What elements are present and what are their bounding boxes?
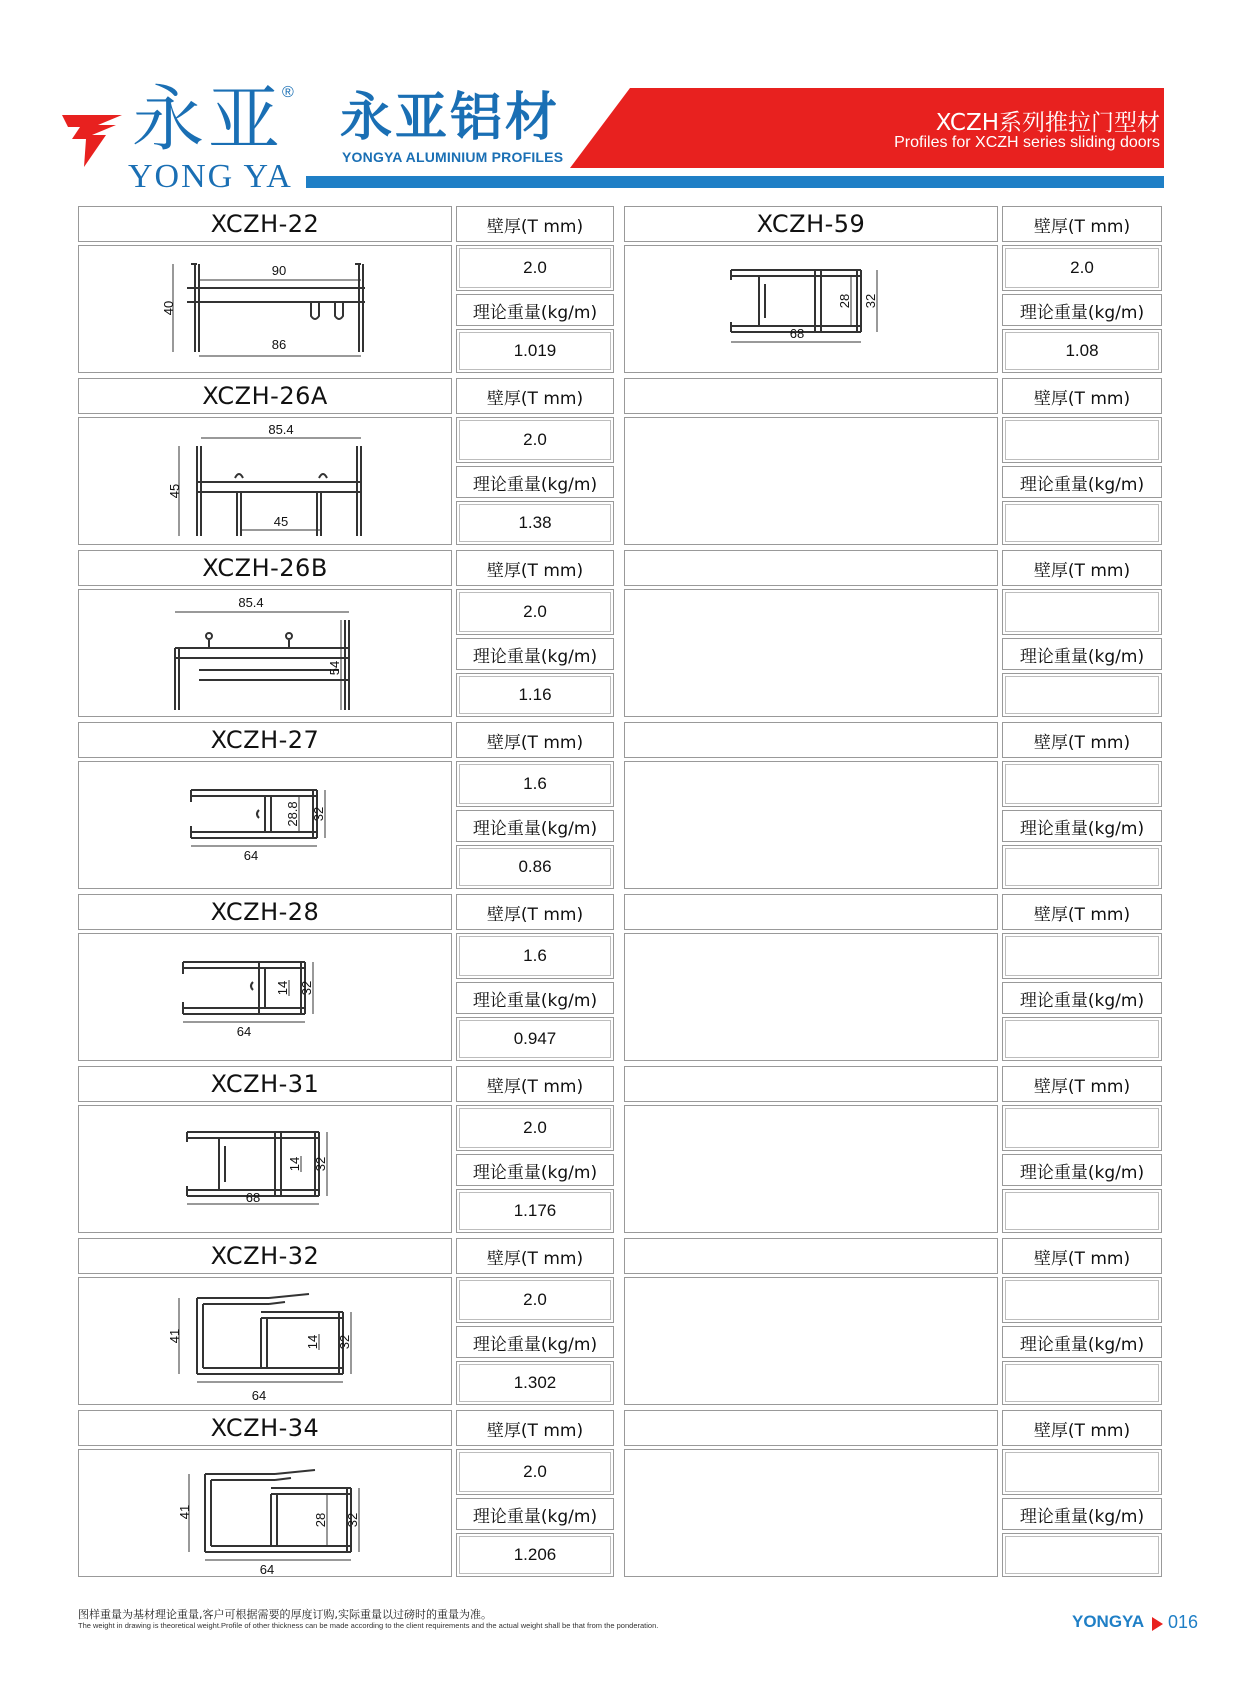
profile-22-drawing xyxy=(79,246,453,374)
profile-drawing xyxy=(78,245,452,373)
weight-label: 理论重量(kg/m) xyxy=(1002,1498,1162,1530)
weight-label: 理论重量(kg/m) xyxy=(456,1326,614,1358)
profile-drawing xyxy=(624,245,998,373)
weight-value xyxy=(1002,845,1162,889)
weight-value: 1.38 xyxy=(456,501,614,545)
dim-label: 28.8 xyxy=(285,801,300,827)
play-arrow-icon xyxy=(1152,1617,1163,1631)
thickness-label: 壁厚(T mm) xyxy=(1002,206,1162,242)
thickness-value xyxy=(1002,589,1162,635)
weight-label: 理论重量(kg/m) xyxy=(456,982,614,1014)
footer-note-en: The weight in drawing is theoretical weight.Profile of other thickness can be made according to the client requirements and the actual weight shall be that from the ponderation. xyxy=(78,1621,659,1630)
weight-label: 理论重量(kg/m) xyxy=(456,638,614,670)
weight-value xyxy=(1002,1017,1162,1061)
thickness-label: 壁厚(T mm) xyxy=(456,1238,614,1274)
thickness-label: 壁厚(T mm) xyxy=(1002,1238,1162,1274)
thickness-value xyxy=(1002,1277,1162,1323)
page-number: 016 xyxy=(1168,1612,1199,1632)
logo-emblem-icon xyxy=(62,115,130,167)
profile-name xyxy=(624,1066,998,1102)
thickness-label: 壁厚(T mm) xyxy=(456,550,614,586)
weight-label: 理论重量(kg/m) xyxy=(456,1498,614,1530)
header-divider xyxy=(306,176,1164,188)
brand-title-en: YONGYA ALUMINIUM PROFILES xyxy=(342,149,564,165)
weight-label: 理论重量(kg/m) xyxy=(1002,466,1162,498)
thickness-value: 2.0 xyxy=(1002,245,1162,291)
thickness-value: 1.6 xyxy=(456,761,614,807)
series-title-en: Profiles for XCZH series sliding doors xyxy=(894,134,1160,151)
thickness-value xyxy=(1002,417,1162,463)
thickness-value: 2.0 xyxy=(456,245,614,291)
dim-label: 28 xyxy=(313,1512,328,1528)
weight-label: 理论重量(kg/m) xyxy=(456,1154,614,1186)
thickness-value: 2.0 xyxy=(456,417,614,463)
weight-value: 1.019 xyxy=(456,329,614,373)
dim-label: 64 xyxy=(251,1388,267,1403)
weight-label: 理论重量(kg/m) xyxy=(1002,638,1162,670)
thickness-value: 2.0 xyxy=(456,589,614,635)
dim-label: 32 xyxy=(299,980,314,996)
weight-label: 理论重量(kg/m) xyxy=(1002,810,1162,842)
dim-label: 86 xyxy=(271,337,287,352)
profile-name: XCZH-32 xyxy=(78,1238,452,1274)
thickness-value: 2.0 xyxy=(456,1449,614,1495)
page-header xyxy=(0,0,1244,200)
dim-label: 85.4 xyxy=(268,422,294,437)
dim-label: 45 xyxy=(167,483,182,499)
weight-value xyxy=(1002,1361,1162,1405)
profile-drawing xyxy=(624,1277,998,1405)
profile-name: XCZH-26A xyxy=(78,378,452,414)
dim-label: 64 xyxy=(236,1024,252,1039)
thickness-value xyxy=(1002,933,1162,979)
dim-label: 14 xyxy=(287,1156,302,1172)
thickness-value: 2.0 xyxy=(456,1277,614,1323)
weight-label: 理论重量(kg/m) xyxy=(1002,1326,1162,1358)
profile-drawing xyxy=(78,1277,452,1405)
dim-label: 14 xyxy=(305,1334,320,1350)
profile-26a-drawing xyxy=(79,418,453,546)
profile-drawing xyxy=(624,761,998,889)
weight-value xyxy=(1002,1533,1162,1577)
profile-drawing xyxy=(78,1449,452,1577)
weight-value xyxy=(1002,673,1162,717)
weight-value: 1.302 xyxy=(456,1361,614,1405)
profile-drawing xyxy=(78,417,452,545)
weight-label: 理论重量(kg/m) xyxy=(456,294,614,326)
dim-label: 14 xyxy=(275,980,290,996)
weight-value: 0.86 xyxy=(456,845,614,889)
profile-name xyxy=(624,550,998,586)
weight-label: 理论重量(kg/m) xyxy=(456,810,614,842)
dim-label: 28 xyxy=(837,293,852,309)
profile-name xyxy=(624,894,998,930)
profile-28-drawing xyxy=(79,934,453,1062)
thickness-value xyxy=(1002,761,1162,807)
weight-value: 1.08 xyxy=(1002,329,1162,373)
dim-label: 64 xyxy=(243,848,259,863)
profile-name xyxy=(624,722,998,758)
weight-label: 理论重量(kg/m) xyxy=(1002,982,1162,1014)
dim-label: 64 xyxy=(259,1562,275,1577)
profile-name: XCZH-28 xyxy=(78,894,452,930)
profile-name: XCZH-59 xyxy=(624,206,998,242)
profile-27-drawing xyxy=(79,762,453,890)
weight-value: 1.16 xyxy=(456,673,614,717)
thickness-value: 1.6 xyxy=(456,933,614,979)
thickness-label: 壁厚(T mm) xyxy=(1002,1410,1162,1446)
thickness-value xyxy=(1002,1449,1162,1495)
weight-value xyxy=(1002,1189,1162,1233)
profile-name xyxy=(624,378,998,414)
thickness-label: 壁厚(T mm) xyxy=(456,722,614,758)
profile-drawing xyxy=(78,933,452,1061)
weight-value: 1.206 xyxy=(456,1533,614,1577)
registered-mark: ® xyxy=(282,84,294,101)
profile-drawing xyxy=(624,589,998,717)
thickness-label: 壁厚(T mm) xyxy=(1002,550,1162,586)
footer-brand: YONGYA xyxy=(1072,1612,1145,1631)
dim-label: 32 xyxy=(313,1156,328,1172)
dim-label: 45 xyxy=(273,514,289,529)
profile-26b-drawing xyxy=(79,590,453,718)
profile-59-drawing xyxy=(625,246,999,374)
profile-name: XCZH-27 xyxy=(78,722,452,758)
brand-title-cn: 永亚铝材 xyxy=(340,88,561,148)
profile-name: XCZH-31 xyxy=(78,1066,452,1102)
weight-label: 理论重量(kg/m) xyxy=(1002,1154,1162,1186)
thickness-label: 壁厚(T mm) xyxy=(456,378,614,414)
profile-name: XCZH-34 xyxy=(78,1410,452,1446)
weight-label: 理论重量(kg/m) xyxy=(456,466,614,498)
profile-drawing xyxy=(78,761,452,889)
dim-label: 54 xyxy=(327,660,342,676)
weight-label: 理论重量(kg/m) xyxy=(1002,294,1162,326)
dim-label: 32 xyxy=(311,806,326,822)
weight-value xyxy=(1002,501,1162,545)
thickness-value: 2.0 xyxy=(456,1105,614,1151)
profile-name: XCZH-26B xyxy=(78,550,452,586)
thickness-label: 壁厚(T mm) xyxy=(1002,894,1162,930)
profile-drawing xyxy=(624,417,998,545)
profile-31-drawing xyxy=(79,1106,453,1234)
dim-label: 40 xyxy=(161,300,176,316)
profile-drawing xyxy=(624,933,998,1061)
profile-name xyxy=(624,1238,998,1274)
weight-value: 1.176 xyxy=(456,1189,614,1233)
thickness-value xyxy=(1002,1105,1162,1151)
thickness-label: 壁厚(T mm) xyxy=(456,894,614,930)
profile-32-drawing xyxy=(79,1278,453,1406)
thickness-label: 壁厚(T mm) xyxy=(1002,1066,1162,1102)
profile-drawing xyxy=(624,1449,998,1577)
footer-note-cn: 图样重量为基材理论重量,客户可根据需要的厚度订购,实际重量以过磅时的重量为准。 xyxy=(78,1608,492,1621)
thickness-label: 壁厚(T mm) xyxy=(456,206,614,242)
thickness-label: 壁厚(T mm) xyxy=(1002,722,1162,758)
dim-label: 41 xyxy=(177,1504,192,1520)
profile-name: XCZH-22 xyxy=(78,206,452,242)
profile-34-drawing xyxy=(79,1450,453,1578)
dim-label: 68 xyxy=(245,1190,261,1205)
dim-label: 41 xyxy=(167,1328,182,1344)
profile-drawing xyxy=(624,1105,998,1233)
logo-text-en: YONG YA xyxy=(128,158,293,195)
thickness-label: 壁厚(T mm) xyxy=(456,1066,614,1102)
thickness-label: 壁厚(T mm) xyxy=(456,1410,614,1446)
weight-value: 0.947 xyxy=(456,1017,614,1061)
profile-drawing xyxy=(78,589,452,717)
dim-label: 68 xyxy=(789,326,805,341)
series-title-cn: XCZH系列推拉门型材 xyxy=(935,110,1160,136)
dim-label: 85.4 xyxy=(238,595,264,610)
dim-label: 32 xyxy=(345,1512,360,1528)
dim-label: 32 xyxy=(337,1334,352,1350)
dim-label: 32 xyxy=(863,293,878,309)
profile-name xyxy=(624,1410,998,1446)
thickness-label: 壁厚(T mm) xyxy=(1002,378,1162,414)
dim-label: 90 xyxy=(271,263,287,278)
logo-text-cn: 永亚 xyxy=(132,80,285,160)
profile-drawing xyxy=(78,1105,452,1233)
